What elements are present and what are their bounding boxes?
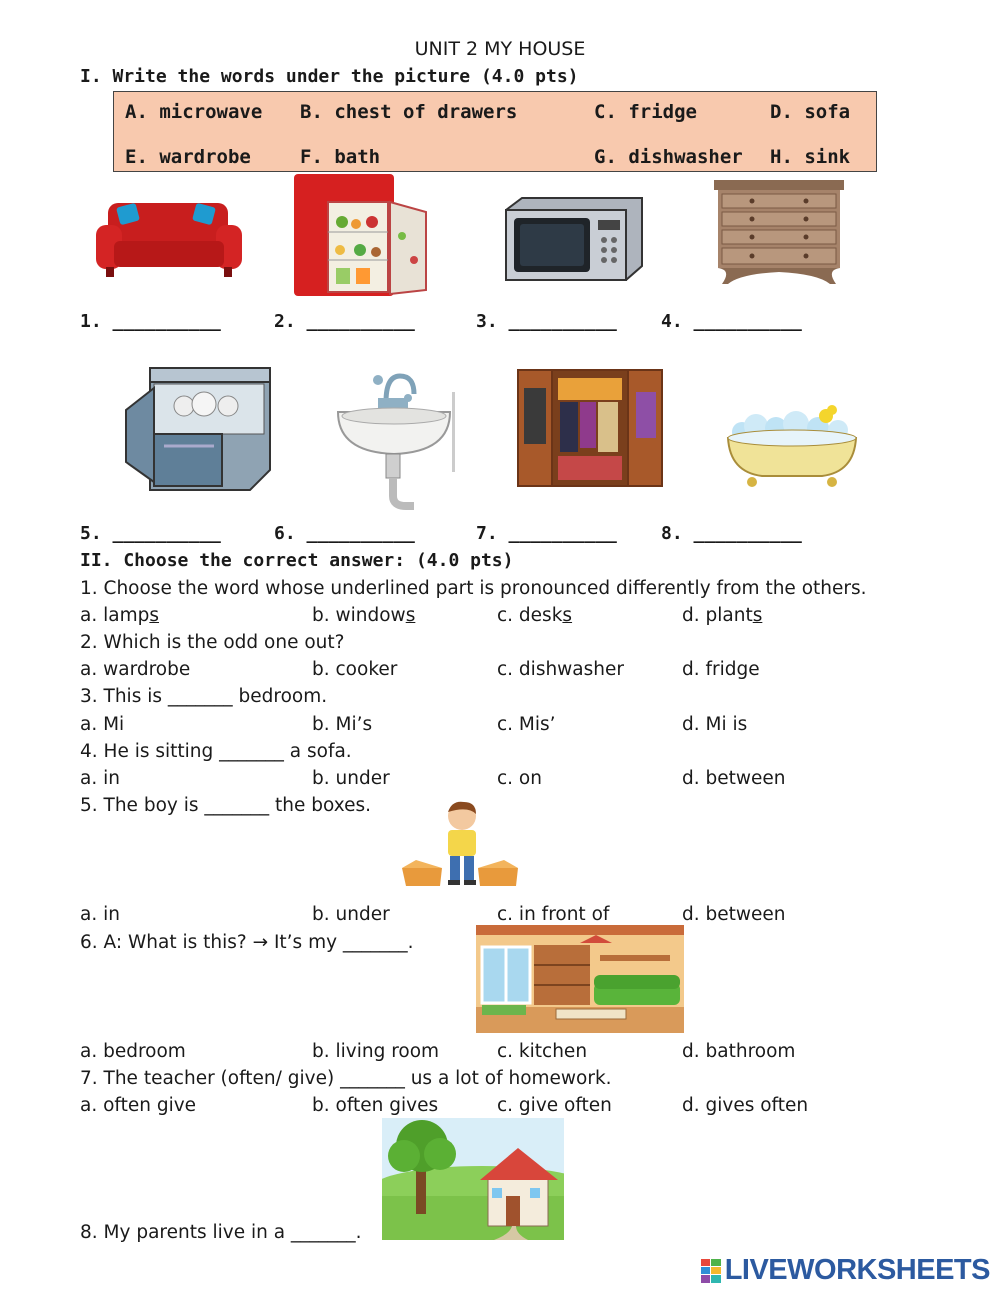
- q1-option-d[interactable]: d. plants: [682, 605, 763, 626]
- q6-option-d[interactable]: d. bathroom: [682, 1041, 796, 1062]
- q3-option-b[interactable]: b. Mi’s: [312, 714, 373, 735]
- q2-option-c[interactable]: c. dishwasher: [497, 659, 624, 680]
- q2-option-a[interactable]: a. wardrobe: [80, 659, 191, 680]
- q4-option-b[interactable]: b. under: [312, 768, 390, 789]
- q3-option-c[interactable]: c. Mis’: [497, 714, 556, 735]
- q6-option-a[interactable]: a. bedroom: [80, 1041, 186, 1062]
- microwave-picture: [502, 196, 644, 282]
- logo-cube-icon: [701, 1259, 721, 1283]
- fridge-picture: [290, 172, 430, 298]
- q2-option-b[interactable]: b. cooker: [312, 659, 398, 680]
- q4-option-c[interactable]: c. on: [497, 768, 542, 789]
- question-7: 7. The teacher (often/ give) _______ us a lot of homework.: [80, 1068, 612, 1089]
- section-2-heading: II. Choose the correct answer: (4.0 pts): [80, 550, 514, 571]
- q4-option-a[interactable]: a. in: [80, 768, 120, 789]
- blank-7[interactable]: 7. __________: [476, 523, 617, 544]
- question-8: 8. My parents live in a _______.: [80, 1222, 362, 1243]
- word-bank: [113, 91, 877, 172]
- q1-option-a[interactable]: a. lamps: [80, 605, 159, 626]
- word-b: B. chest of drawers: [300, 101, 518, 123]
- liveworksheets-logo: [701, 1254, 990, 1287]
- q6-option-b[interactable]: b. living room: [312, 1041, 440, 1062]
- dishwasher-picture: [124, 366, 272, 492]
- house-in-countryside-picture: [382, 1118, 564, 1240]
- blank-4[interactable]: 4. __________: [661, 311, 802, 332]
- wardrobe-picture: [514, 366, 670, 492]
- word-a: A. microwave: [125, 101, 263, 123]
- question-2: 2. Which is the odd one out?: [80, 632, 345, 653]
- question-4: 4. He is sitting _______ a sofa.: [80, 741, 352, 762]
- blank-1[interactable]: 1. __________: [80, 311, 221, 332]
- question-3: 3. This is _______ bedroom.: [80, 686, 328, 707]
- q2-option-d[interactable]: d. fridge: [682, 659, 760, 680]
- question-6: 6. A: What is this? → It’s my _______.: [80, 932, 414, 953]
- q1-option-b[interactable]: b. windows: [312, 605, 416, 626]
- q4-option-d[interactable]: d. between: [682, 768, 786, 789]
- q1-option-c[interactable]: c. desks: [497, 605, 573, 626]
- blank-8[interactable]: 8. __________: [661, 523, 802, 544]
- living-room-picture: [476, 925, 684, 1033]
- word-d: D. sofa: [770, 101, 851, 123]
- q3-option-d[interactable]: d. Mi is: [682, 714, 748, 735]
- q7-option-d[interactable]: d. gives often: [682, 1095, 809, 1116]
- q5-option-c[interactable]: c. in front of: [497, 904, 610, 925]
- q7-option-b[interactable]: b. often gives: [312, 1095, 439, 1116]
- sofa-picture: [94, 195, 244, 280]
- blank-6[interactable]: 6. __________: [274, 523, 415, 544]
- question-5: 5. The boy is _______ the boxes.: [80, 795, 372, 816]
- word-c: C. fridge: [594, 101, 697, 123]
- section-1-heading: I. Write the words under the picture (4.0 pts): [80, 66, 579, 87]
- word-e: E. wardrobe: [125, 146, 251, 168]
- word-h: H. sink: [770, 146, 851, 168]
- question-1: 1. Choose the word whose underlined part is pronounced differently from the others.: [80, 578, 867, 599]
- q7-option-a[interactable]: a. often give: [80, 1095, 197, 1116]
- q6-option-c[interactable]: c. kitchen: [497, 1041, 588, 1062]
- blank-3[interactable]: 3. __________: [476, 311, 617, 332]
- q5-option-d[interactable]: d. between: [682, 904, 786, 925]
- word-g: G. dishwasher: [594, 146, 743, 168]
- page-title: UNIT 2 MY HOUSE: [414, 38, 586, 60]
- chest-of-drawers-picture: [712, 178, 846, 286]
- q5-option-a[interactable]: a. in: [80, 904, 120, 925]
- blank-2[interactable]: 2. __________: [274, 311, 415, 332]
- logo-text: LIVEWORKSHEETS: [724, 1254, 990, 1286]
- boy-between-boxes-picture: [398, 798, 522, 890]
- bath-picture: [722, 402, 862, 492]
- sink-picture: [334, 372, 458, 512]
- q5-option-b[interactable]: b. under: [312, 904, 390, 925]
- q7-option-c[interactable]: c. give often: [497, 1095, 612, 1116]
- word-f: F. bath: [300, 146, 381, 168]
- blank-5[interactable]: 5. __________: [80, 523, 221, 544]
- q3-option-a[interactable]: a. Mi: [80, 714, 125, 735]
